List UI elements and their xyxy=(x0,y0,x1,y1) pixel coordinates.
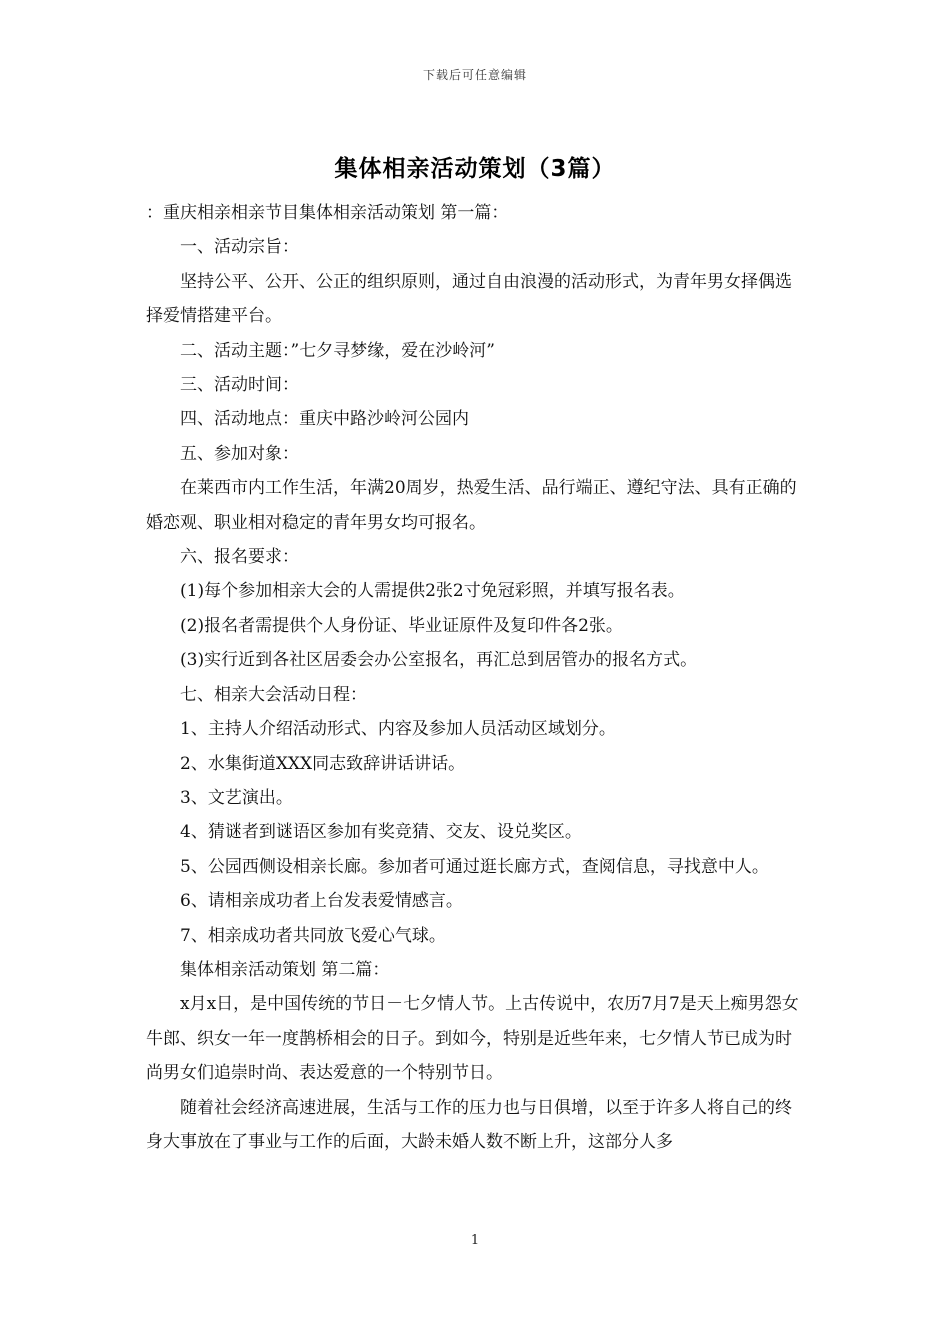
paragraph: 5、公园西侧设相亲长廊。参加者可通过逛长廊方式，查阅信息，寻找意中人。 xyxy=(180,856,769,877)
paragraph: (1)每个参加相亲大会的人需提供2张2寸免冠彩照，并填写报名表。 xyxy=(180,581,685,602)
paragraph: 2、水集街道XXX同志致辞讲话讲话。 xyxy=(180,753,466,774)
paragraph: 一、活动宗旨： xyxy=(180,237,299,258)
page-header-note: 下载后可任意编辑 xyxy=(422,68,527,82)
paragraph: x月x日，是中国传统的节日－七夕情人节。上古传说中，农历7月7是天上痴男怨女牛郎、织女一年一度鹊桥相会的日子。到如今，特别是近些年来，七夕情人节已成为时尚男女们追崇时尚、表达爱意的一个特别节日。 xyxy=(146,994,799,1084)
paragraph: 七、相亲大会活动日程： xyxy=(180,684,367,705)
document-body xyxy=(146,196,808,1159)
paragraph: 坚持公平、公开、公正的组织原则，通过自由浪漫的活动形式，为青年男女择偶选择爱情搭建平台。 xyxy=(146,271,792,327)
paragraph: 六、报名要求： xyxy=(180,547,299,568)
paragraph: 二、活动主题：”七夕寻梦缘，爱在沙岭河” xyxy=(180,340,495,361)
paragraph: (3)实行近到各社区居委会办公室报名，再汇总到居管办的报名方式。 xyxy=(180,650,698,671)
paragraph: 四、活动地点：重庆中路沙岭河公园内 xyxy=(180,409,469,430)
document-title: 集体相亲活动策划（3篇） xyxy=(334,156,616,182)
paragraph: 1、主持人介绍活动形式、内容及参加人员活动区域划分。 xyxy=(180,719,616,740)
paragraph: 三、活动时间： xyxy=(180,375,299,396)
paragraph: 集体相亲活动策划 第二篇： xyxy=(180,959,390,980)
paragraph: 在莱西市内工作生活，年满20周岁，热爱生活、品行端正、遵纪守法、具有正确的婚恋观、职业相对稳定的青年男女均可报名。 xyxy=(146,478,797,533)
paragraph: 4、猜谜者到谜语区参加有奖竞猜、交友、设兑奖区。 xyxy=(180,822,582,843)
paragraph: 6、请相亲成功者上台发表爱情感言。 xyxy=(180,891,463,912)
paragraph: (2)报名者需提供个人身份证、毕业证原件及复印件各2张。 xyxy=(180,615,623,636)
paragraph: 7、相亲成功者共同放飞爱心气球。 xyxy=(180,925,446,946)
paragraph: 随着社会经济高速进展，生活与工作的压力也与日俱增，以至于许多人将自己的终身大事放在了事业与工作的后面，大龄未婚人数不断上升，这部分人多 xyxy=(146,1097,792,1152)
paragraph: 3、文艺演出。 xyxy=(180,787,293,808)
paragraph: 五、参加对象： xyxy=(180,443,299,464)
paragraph: ：重庆相亲相亲节目集体相亲活动策划 第一篇： xyxy=(146,203,509,223)
page-number: 1 xyxy=(470,1233,480,1248)
